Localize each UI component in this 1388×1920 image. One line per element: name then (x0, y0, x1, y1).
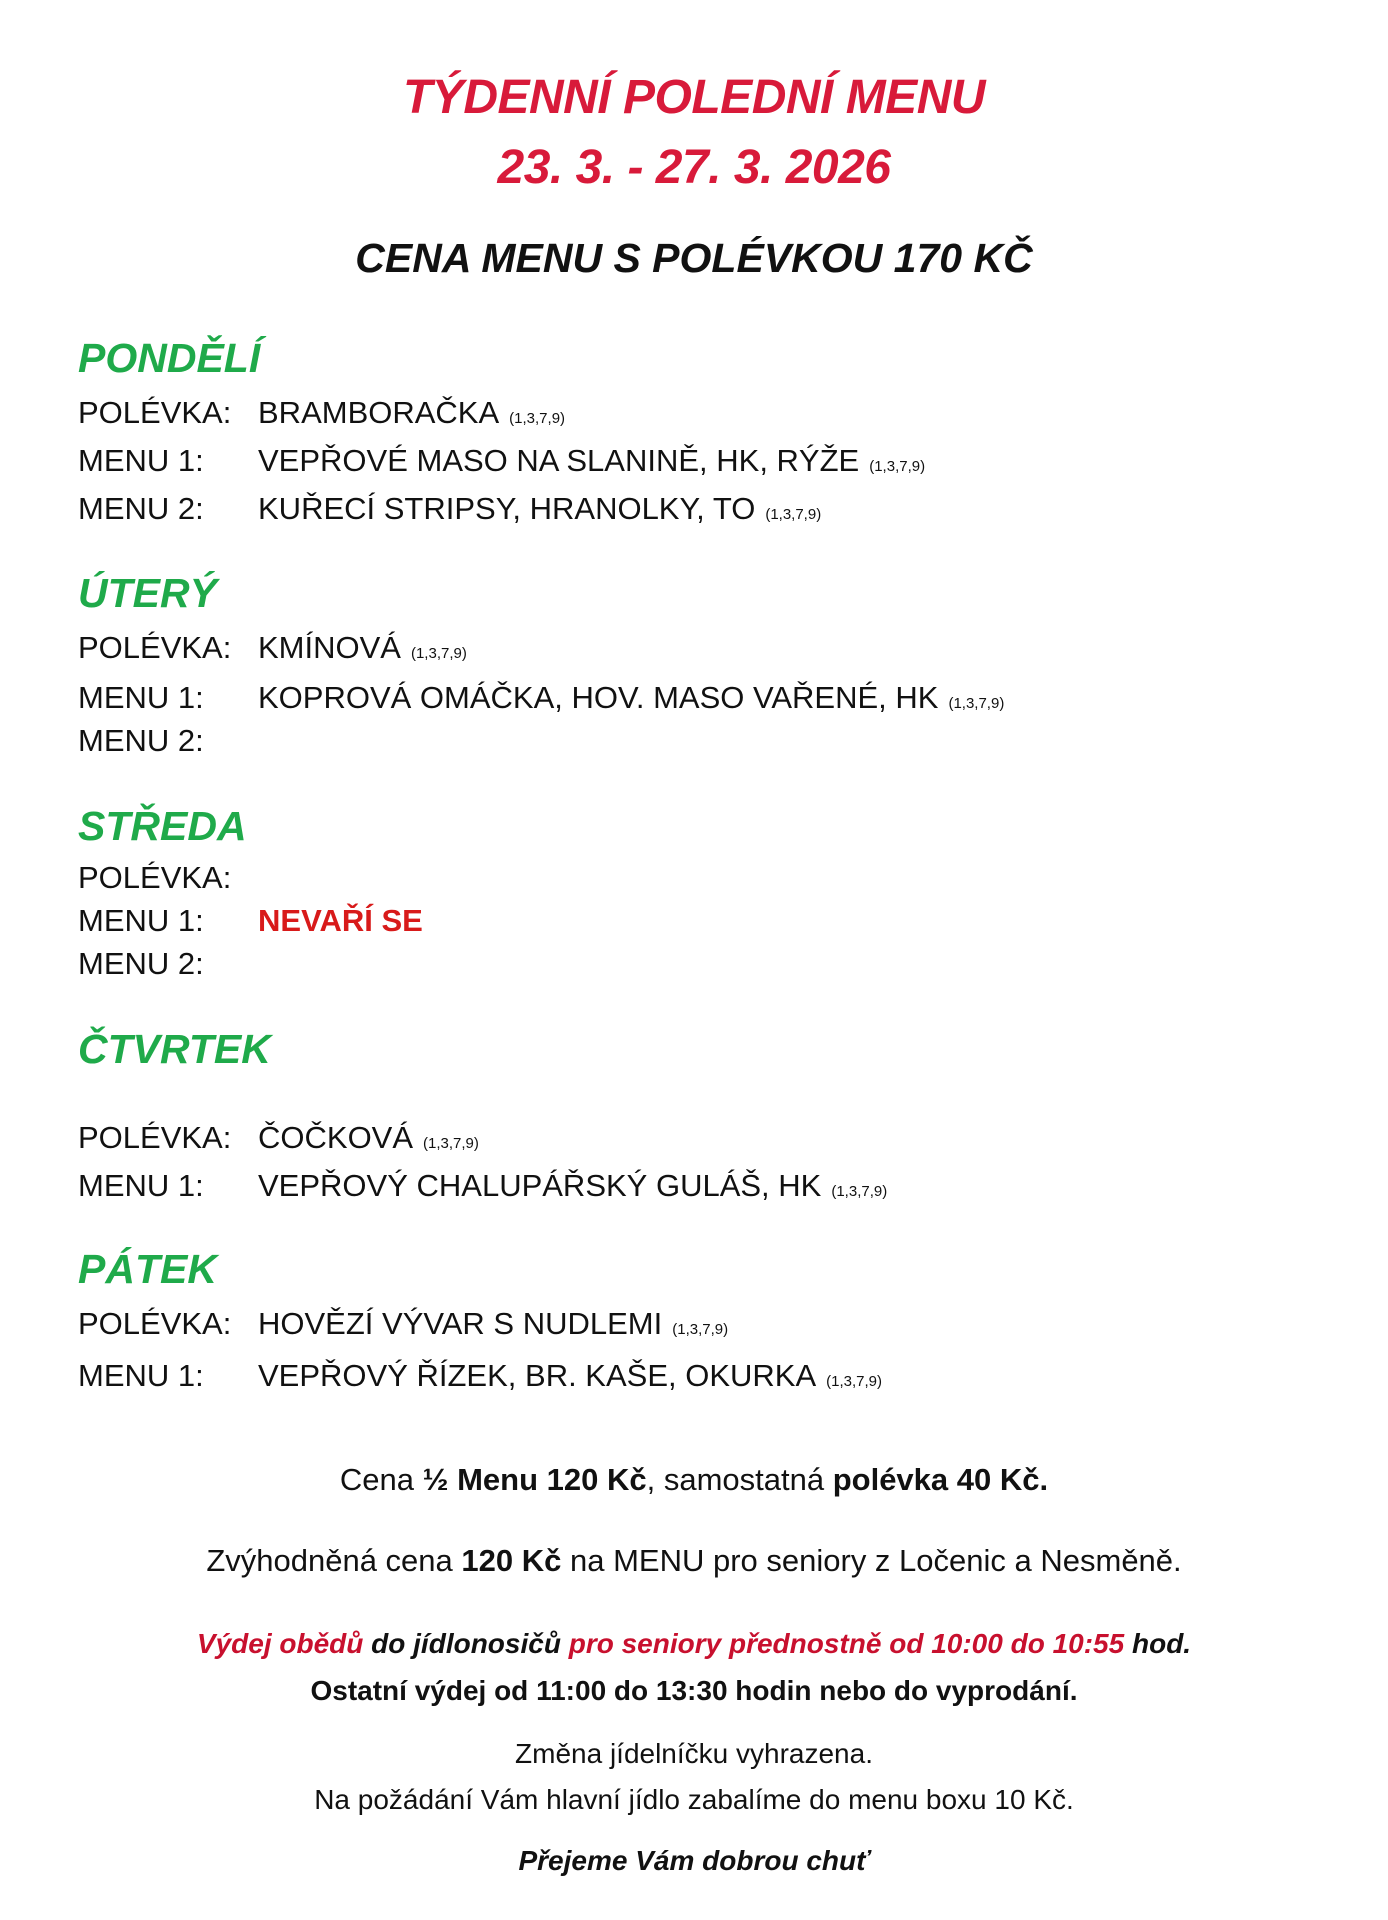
senior-price (0, 1543, 1388, 1579)
allergens: (1,3,7,9) (410, 645, 467, 662)
half-menu-label: ½ Menu 120 Kč (422, 1462, 647, 1497)
allergens: (1,3,7,9) (826, 1373, 883, 1390)
pickup-notice (0, 1628, 1388, 1660)
day-heading-tuesday: ÚTERÝ (78, 570, 217, 616)
dish-name: VEPŘOVÝ ŘÍZEK, BR. KAŠE, OKURKA (258, 1358, 817, 1393)
menu-row (78, 1168, 1308, 1208)
dish-name: VEPŘOVÉ MASO NA SLANINĚ, HK, RÝŽE (258, 443, 860, 478)
menu-row (78, 946, 1308, 986)
row-label: MENU 1: (78, 680, 204, 715)
row-label: MENU 1: (78, 1358, 204, 1393)
row-label: MENU 1: (78, 903, 204, 938)
menu-row (78, 443, 1308, 483)
day-heading-thursday: ČTVRTEK (78, 1026, 271, 1072)
allergens: (1,3,7,9) (869, 458, 926, 475)
day-heading-monday: PONDĚLÍ (78, 335, 261, 381)
row-dish (258, 1306, 728, 1342)
allergens: (1,3,7,9) (672, 1321, 729, 1338)
half-menu-price (0, 1462, 1388, 1498)
row-dish (258, 1168, 887, 1204)
menu-row (78, 1358, 1308, 1398)
dish-name: VEPŘOVÝ CHALUPÁŘSKÝ GULÁŠ, HK (258, 1168, 822, 1203)
closed-notice: NEVAŘÍ SE (258, 903, 423, 938)
menu-row (78, 1120, 1308, 1160)
menu-row (78, 680, 1308, 720)
allergens: (1,3,7,9) (423, 1135, 479, 1152)
row-label: POLÉVKA: (78, 630, 232, 665)
dish-name: BRAMBORAČKA (258, 395, 500, 430)
dish-name: HOVĚZÍ VÝVAR S NUDLEMI (258, 1306, 663, 1341)
day-heading-wednesday: STŘEDA (78, 803, 247, 849)
senior-suffix: na MENU pro seniory z Ločenic a Nesměně. (561, 1543, 1182, 1578)
row-label: POLÉVKA: (78, 395, 232, 430)
row-dish (258, 630, 467, 666)
pickup-part1: Výdej obědů (196, 1628, 364, 1659)
row-dish (258, 680, 1004, 716)
menu-row (78, 860, 1308, 900)
senior-prefix: Zvýhodněná cena (206, 1543, 462, 1578)
menu-title: TÝDENNÍ POLEDNÍ MENU (402, 71, 986, 124)
row-label: MENU 2: (78, 491, 204, 526)
pickup-part3: pro seniory přednostně od 10:00 do 10:55 (568, 1628, 1125, 1659)
menu-dates: 23. 3. - 27. 3. 2026 (497, 141, 891, 194)
row-dish (258, 1120, 479, 1156)
pickup-part4: hod. (1124, 1628, 1192, 1659)
row-label: MENU 2: (78, 723, 204, 758)
wish-text: Přejeme Vám dobrou chuť (518, 1845, 870, 1876)
dish-name: KOPROVÁ OMÁČKA, HOV. MASO VAŘENÉ, HK (258, 680, 939, 715)
row-label: MENU 1: (78, 1168, 204, 1203)
soup-price-label: polévka 40 Kč. (832, 1462, 1049, 1497)
day-heading-friday: PÁTEK (78, 1246, 217, 1292)
row-label: POLÉVKA: (78, 1120, 232, 1155)
menu-row (78, 903, 1308, 943)
menu-row (78, 630, 1308, 670)
dish-name: ČOČKOVÁ (258, 1120, 414, 1155)
allergens: (1,3,7,9) (509, 410, 566, 427)
menu-row (78, 1306, 1308, 1346)
row-label: MENU 1: (78, 443, 204, 478)
row-label: POLÉVKA: (78, 1306, 232, 1341)
pickup-part2: do jídlonosičů (363, 1628, 569, 1659)
menu-row (78, 395, 1308, 435)
allergens: (1,3,7,9) (831, 1183, 888, 1200)
row-dish (258, 491, 821, 527)
row-dish (258, 395, 565, 431)
allergens: (1,3,7,9) (765, 506, 822, 523)
half-menu-middle: , samostatná (646, 1462, 833, 1497)
row-dish (258, 1358, 882, 1394)
row-dish (258, 443, 925, 479)
dish-name: KMÍNOVÁ (258, 630, 401, 665)
change-notice: Změna jídelníčku vyhrazena. (515, 1738, 873, 1769)
box-notice: Na požádání Vám hlavní jídlo zabalíme do menu boxu 10 Kč. (314, 1784, 1074, 1815)
dish-name: KUŘECÍ STRIPSY, HRANOLKY, TO (258, 491, 756, 526)
menu-row (78, 723, 1308, 763)
senior-amount: 120 Kč (461, 1543, 562, 1578)
allergens: (1,3,7,9) (948, 695, 1005, 712)
menu-price: CENA MENU S POLÉVKOU 170 KČ (355, 235, 1033, 281)
menu-row (78, 491, 1308, 531)
row-label: MENU 2: (78, 946, 204, 981)
row-label: POLÉVKA: (78, 860, 232, 895)
other-pickup: Ostatní výdej od 11:00 do 13:30 hodin nebo do vyprodání. (310, 1675, 1078, 1706)
half-menu-prefix: Cena (339, 1462, 423, 1497)
